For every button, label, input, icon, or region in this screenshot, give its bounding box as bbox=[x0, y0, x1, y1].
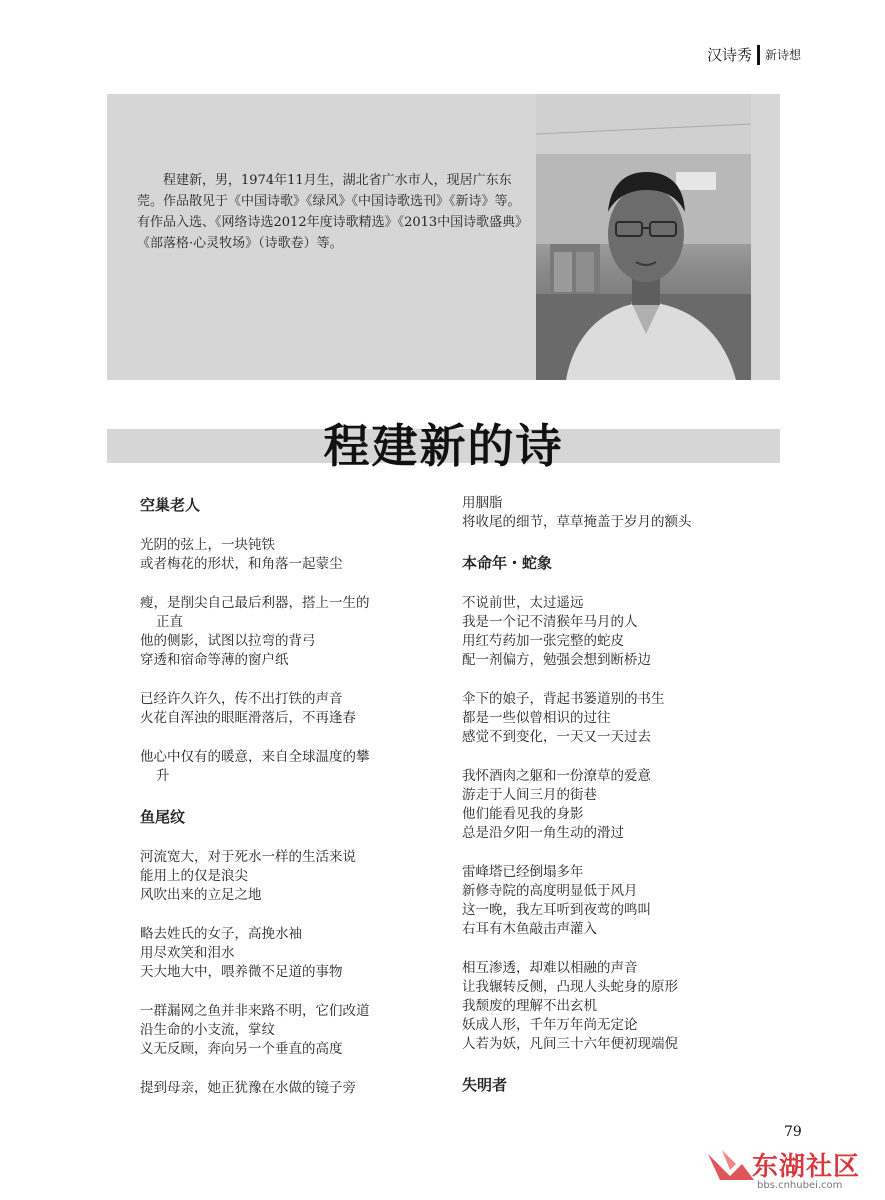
poem-line: 已经许久许久，传不出打铁的声音 bbox=[140, 691, 343, 707]
author-bio: 程建新，男，1974年11月生，湖北省广水市人，现居广东东莞。作品散见于《中国诗歌》《绿风》《中国诗歌选刊》《新诗》等。有作品入选、《网络诗选2012年度诗歌精选》《2013中国诗歌盛典》《部落格·心灵牧场》（诗歌卷）等。 bbox=[137, 173, 522, 251]
poem-line: 能用上的仅是浪尖 bbox=[140, 868, 248, 884]
stanza bbox=[140, 594, 440, 670]
poem-line: 都是一些似曾相识的过往 bbox=[462, 710, 611, 726]
stanza bbox=[462, 767, 762, 843]
poem-line: 新修寺院的高度明显低于风月 bbox=[462, 883, 638, 899]
right-column bbox=[462, 494, 762, 1116]
subsection-label: 新诗想 bbox=[764, 48, 801, 62]
poem-line: 正直 bbox=[156, 614, 183, 630]
poem-line: 一群漏网之鱼并非来路不明，它们改道 bbox=[140, 1003, 370, 1019]
stanza bbox=[140, 925, 440, 982]
stanza bbox=[462, 594, 762, 670]
watermark-brand: 东湖社区 bbox=[752, 1152, 861, 1182]
page-number: 79 bbox=[784, 1124, 802, 1140]
poem-line: 天大地大中，喂养微不足道的事物 bbox=[140, 964, 343, 980]
stanza bbox=[462, 690, 762, 747]
poem-line: 人若为妖，凡间三十六年便初现端倪 bbox=[462, 1036, 678, 1052]
stanza bbox=[140, 848, 440, 905]
poem-line: 不说前世，太过遥远 bbox=[462, 595, 584, 611]
poem-line: 河流宽大，对于死水一样的生活来说 bbox=[140, 849, 356, 865]
poem-line: 瘦，是削尖自己最后利器，搭上一生的 bbox=[140, 595, 370, 611]
poem-line: 沿生命的小支流，掌纹 bbox=[140, 1022, 275, 1038]
poem-line: 我是一个记不清猴年马月的人 bbox=[462, 614, 638, 630]
stanza bbox=[462, 863, 762, 939]
poem-line: 妖成人形，千年万年尚无定论 bbox=[462, 1017, 638, 1033]
poem-title: 失明者 bbox=[462, 1076, 508, 1094]
poem-line: 他们能看见我的身影 bbox=[462, 806, 584, 822]
watermark-url: bbs.cnhubei.com bbox=[757, 1180, 843, 1191]
poem-line: 提到母亲，她正犹豫在水做的镜子旁 bbox=[140, 1080, 356, 1096]
poem-line: 用胭脂 bbox=[462, 495, 503, 511]
header-divider bbox=[757, 45, 760, 65]
poem-line: 用尽欢笑和泪水 bbox=[140, 945, 235, 961]
poem-line: 火花自浑浊的眼眶滑落后，不再逢春 bbox=[140, 710, 356, 726]
poem-line: 游走于人间三月的街巷 bbox=[462, 787, 597, 803]
poem-line: 义无反顾，奔向另一个垂直的高度 bbox=[140, 1041, 343, 1057]
article-title: 程建新的诗 bbox=[323, 419, 564, 473]
poem-line: 总是沿夕阳一角生动的滑过 bbox=[462, 825, 624, 841]
poem-line: 伞下的娘子，背起书篓道别的书生 bbox=[462, 691, 665, 707]
author-portrait-image bbox=[536, 94, 751, 380]
poem-line: 这一晚，我左耳听到夜莺的鸣叫 bbox=[462, 902, 651, 918]
poem-line: 他的侧影，试图以拉弯的背弓 bbox=[140, 633, 316, 649]
poem-line: 雷峰塔已经倒塌多年 bbox=[462, 864, 584, 880]
poem-line: 略去姓氏的女子，高挽水袖 bbox=[140, 926, 302, 942]
poem-line: 升 bbox=[156, 768, 170, 784]
section-label: 汉诗秀 bbox=[706, 46, 752, 64]
author-photo bbox=[536, 94, 751, 380]
poem-line: 或者梅花的形状，和角落一起蒙尘 bbox=[140, 556, 343, 572]
page-header bbox=[707, 44, 801, 65]
poem-line: 将收尾的细节，草草掩盖于岁月的额头 bbox=[462, 514, 692, 530]
stanza bbox=[140, 748, 440, 786]
stanza bbox=[140, 1079, 440, 1098]
poem-line: 相互渗透，却难以相融的声音 bbox=[462, 960, 638, 976]
poem-line: 感觉不到变化，一天又一天过去 bbox=[462, 729, 651, 745]
poem-title: 鱼尾纹 bbox=[140, 808, 186, 826]
poem-line: 我怀酒肉之躯和一份潦草的爱意 bbox=[462, 768, 651, 784]
stanza bbox=[462, 494, 762, 532]
poem-title: 空巢老人 bbox=[140, 496, 201, 514]
poem-title: 本命年・蛇象 bbox=[462, 554, 553, 572]
poem-line: 让我辗转反侧，凸现人头蛇身的原形 bbox=[462, 979, 678, 995]
stanza bbox=[140, 690, 440, 728]
left-column bbox=[140, 494, 440, 1118]
poem-line: 风吹出来的立足之地 bbox=[140, 887, 262, 903]
poem-line: 穿透和宿命等薄的窗户纸 bbox=[140, 652, 289, 668]
poem-line: 配一剂偏方，勉强会想到断桥边 bbox=[462, 652, 651, 668]
poem-line: 右耳有木鱼敲击声灌入 bbox=[462, 921, 597, 937]
stanza bbox=[140, 536, 440, 574]
stanza bbox=[140, 1002, 440, 1059]
stanza bbox=[462, 959, 762, 1054]
poem-line: 他心中仅有的暖意，来自全球温度的攀 bbox=[140, 749, 370, 765]
poem-line: 用红芍药加一张完整的蛇皮 bbox=[462, 633, 624, 649]
poem-line: 我颓废的理解不出玄机 bbox=[462, 998, 597, 1014]
poem-line: 光阴的弦上，一块钝铁 bbox=[140, 537, 275, 553]
